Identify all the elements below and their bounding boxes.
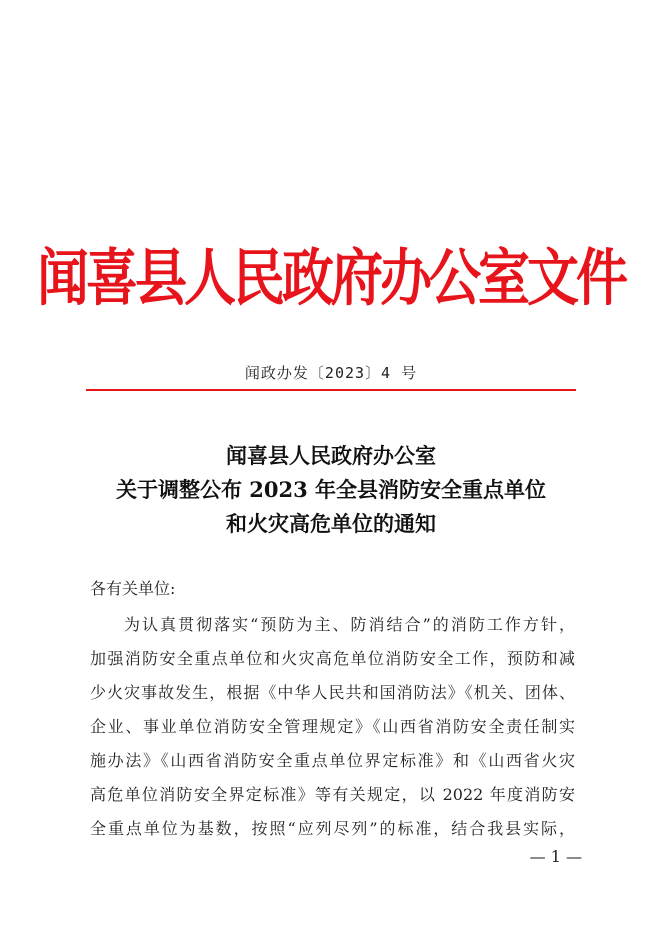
body-line: 企业、事业单位消防安全管理规定》《山西省消防安全责任制实 [90, 717, 575, 736]
red-divider-line [86, 389, 576, 391]
body-line: 加强消防安全重点单位和火灾高危单位消防安全工作，预防和减 [90, 649, 575, 668]
document-number: 闻政办发〔2023〕4 号 [244, 364, 418, 382]
page-number: — 1 — [529, 847, 582, 866]
body-paragraph [90, 608, 575, 846]
body-line: 施办法》《山西省消防安全重点单位界定标准》和《山西省火灾 [90, 751, 575, 770]
body-line: 高危单位消防安全界定标准》等有关规定，以 2022 年度消防安 [90, 785, 575, 804]
notice-title [0, 439, 662, 541]
body-line: 全重点单位为基数，按照“应列尽列”的标准，结合我县实际， [90, 819, 575, 838]
body-line: 为认真贯彻落实“预防为主、防消结合”的消防工作方针， [124, 615, 575, 634]
document-header-title: 闻喜县人民政府办公室文件 [36, 242, 625, 315]
notice-title-line-2: 关于调整公布 2023 年全县消防安全重点单位 [115, 477, 547, 502]
salutation: 各有关单位: [90, 579, 176, 598]
notice-title-line-1: 闻喜县人民政府办公室 [226, 443, 436, 468]
notice-title-line-3: 和火灾高危单位的通知 [226, 511, 436, 536]
body-line: 少火灾事故发生，根据《中华人民共和国消防法》《机关、团体、 [90, 683, 575, 702]
